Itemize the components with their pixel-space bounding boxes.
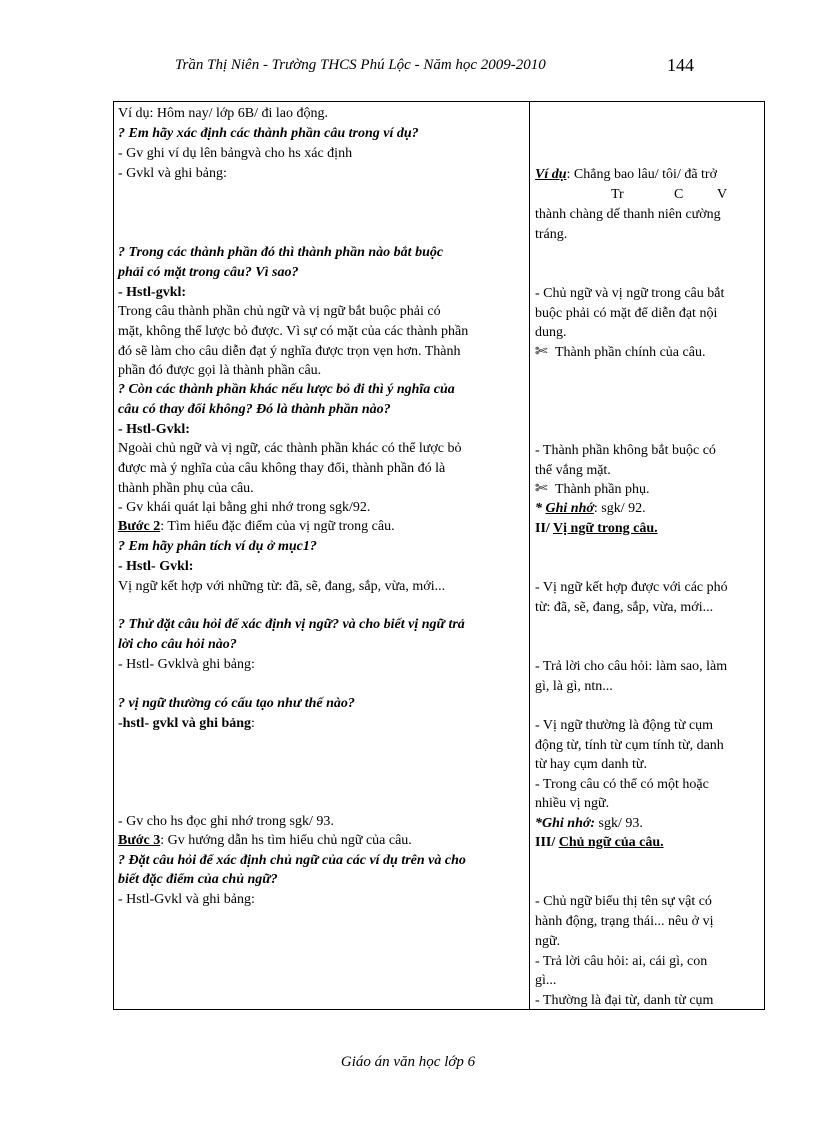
question: ? vị ngữ thường có cấu tạo như thế nào? (118, 696, 355, 711)
text-line: thành chàng dế thanh niên cường (535, 207, 721, 222)
question: ? Em hãy phân tích ví dụ ở mục1? (118, 539, 317, 554)
text-line: từ: đã, sẽ, đang, sắp, vừa, mới... (535, 600, 714, 615)
text-line: - Hstl-Gvkl: (118, 422, 190, 437)
example-label: Ví dụ (535, 167, 567, 182)
text-line: thể vắng mặt. (535, 463, 611, 478)
question: ? Trong các thành phần đó thì thành phần nào bắt buộc (118, 245, 444, 260)
text-line: tráng. (535, 227, 568, 242)
section-title: Vị ngữ trong câu. (553, 521, 658, 536)
column-divider (529, 102, 530, 1009)
text-line: - Gv cho hs đọc ghi nhớ trong sgk/ 93. (118, 814, 334, 829)
text-line: được mà ý nghĩa của câu không thay đổi, thành phần đó là (118, 461, 446, 476)
text-line-content: Thành phần phụ. (555, 482, 650, 497)
scissors-icon: ✄ (535, 481, 548, 497)
step-2 (118, 517, 524, 536)
text-line: - Hstl-gvkl: (118, 285, 187, 300)
text-line-content: Thành phần chính của câu. (555, 345, 706, 360)
question: lời cho câu hỏi nào? (118, 637, 237, 652)
text-line: - Vị ngữ kết hợp được với các phó (535, 580, 728, 595)
ghi-nho-1 (535, 499, 759, 518)
question: ? Em hãy xác định các thành phần câu trong ví dụ? (118, 126, 419, 141)
lesson-table (113, 101, 765, 1010)
text-line: Vị ngữ kết hợp với những từ: đã, sẽ, đang, sắp, vừa, mới... (118, 579, 446, 594)
text-line: từ hay cụm danh từ. (535, 757, 647, 772)
question: phải có mặt trong câu? Vì sao? (118, 265, 299, 280)
question: câu có thay đổi không? Đó là thành phần nào? (118, 402, 391, 417)
text-line-bold: -hstl- gvkl và ghi bảng (118, 716, 252, 731)
section-number: III/ (535, 835, 559, 850)
text-line: động từ, tính từ cụm tính từ, danh (535, 738, 724, 753)
text-line: dung. (535, 325, 567, 340)
text-line: - Thường là đại từ, danh từ cụm (535, 993, 714, 1008)
text-line: - Trả lời cho câu hỏi: làm sao, làm (535, 659, 728, 674)
label-c: C (674, 187, 684, 202)
text-line: - Trong câu có thể có một hoặc (535, 777, 709, 792)
text-line (118, 714, 524, 733)
section-number: II/ (535, 521, 554, 536)
ghi-nho-text: sgk/ 93. (595, 816, 643, 831)
text-line: hành động, trạng thái... nêu ở vị (535, 914, 714, 929)
section-heading (535, 833, 759, 852)
step-2-text: : Tìm hiểu đặc điểm của vị ngữ trong câu. (160, 519, 395, 534)
right-column (535, 102, 759, 1008)
text-line: gì, là gì, ntn... (535, 679, 613, 694)
text-line: nhiều vị ngữ. (535, 796, 610, 811)
header-title: Trần Thị Niên - Trường THCS Phú Lộc - Năm học 2009-2010 (175, 57, 546, 73)
page-header (0, 55, 816, 79)
text-line: - Trả lời câu hỏi: ai, cái gì, con (535, 954, 708, 969)
example-text: : Chẳng bao lâu/ tôi/ đã trở (566, 167, 718, 182)
text-line: - Chủ ngữ và vị ngữ trong câu bắt (535, 286, 725, 301)
sentence-labels (535, 185, 759, 204)
text-line: - Vị ngữ thường là động từ cụm (535, 718, 714, 733)
ghi-nho-text: : sgk/ 92. (593, 501, 646, 516)
star: * (535, 501, 546, 516)
text-line: ngữ. (535, 934, 561, 949)
text-line: gì... (535, 973, 557, 988)
text-line: - Chủ ngữ biểu thị tên sự vật có (535, 894, 712, 909)
question: ? Đặt câu hỏi để xác định chủ ngữ của các ví dụ trên và cho (118, 853, 466, 868)
step-3-text: : Gv hướng dẫn hs tìm hiểu chủ ngữ của câu. (160, 833, 412, 848)
text-line: - Gv khái quát lại bằng ghi nhớ trong sgk/92. (118, 500, 371, 515)
text-line: đó sẽ làm cho câu diễn đạt ý nghĩa được trọn vẹn hơn. Thành (118, 344, 461, 359)
label-tr: Tr (611, 187, 624, 202)
step-3 (118, 831, 524, 850)
question: ? Thử đặt câu hỏi để xác định vị ngữ? và cho biết vị ngữ trả (118, 617, 465, 632)
question: biết đặc điểm của chủ ngữ? (118, 872, 278, 887)
text-line: - Gv ghi ví dụ lên bảngvà cho hs xác định (118, 146, 353, 161)
text-line: Trong câu thành phần chủ ngữ và vị ngữ bắt buộc phải có (118, 304, 441, 319)
text-line: phần đó được gọi là thành phần câu. (118, 363, 322, 378)
section-heading (535, 519, 759, 538)
text-line: Ngoài chủ ngữ và vị ngữ, các thành phần khác có thể lược bỏ (118, 441, 462, 456)
section-title: Chủ ngữ của câu. (558, 835, 664, 850)
ghi-nho-2 (535, 814, 759, 833)
text-line: - Hstl- Gvkl: (118, 559, 194, 574)
step-3-label: Bước 3 (118, 833, 161, 848)
scissors-icon: ✄ (535, 344, 548, 360)
text-line (535, 480, 759, 499)
label-v: V (717, 187, 728, 202)
text-line: - Hstl- Gvklvà ghi bảng: (118, 657, 255, 672)
ghi-nho-label: Ghi nhớ (545, 501, 594, 516)
text-line: - Gvkl và ghi bảng: (118, 166, 227, 181)
text-line: - Hstl-Gvkl và ghi bảng: (118, 892, 255, 907)
page-number: 144 (667, 55, 694, 75)
text-line (535, 343, 759, 362)
text-line: mặt, không thể lược bỏ được. Vì sự có mặt của các thành phần (118, 324, 469, 339)
text-line: Ví dụ: Hôm nay/ lớp 6B/ đi lao động. (118, 106, 329, 121)
question: ? Còn các thành phần khác nếu lược bỏ đi thì ý nghĩa của (118, 382, 455, 397)
step-2-label: Bước 2 (118, 519, 161, 534)
text-line: buộc phải có mặt để diễn đạt nội (535, 306, 718, 321)
ghi-nho-label: *Ghi nhớ: (535, 816, 596, 831)
text-line-colon: : (251, 716, 255, 731)
example-line (535, 165, 759, 184)
page-footer: Giáo án văn học lớp 6 (340, 1054, 476, 1070)
text-line: thành phần phụ của câu. (118, 481, 254, 496)
text-line: - Thành phần không bắt buộc có (535, 443, 716, 458)
